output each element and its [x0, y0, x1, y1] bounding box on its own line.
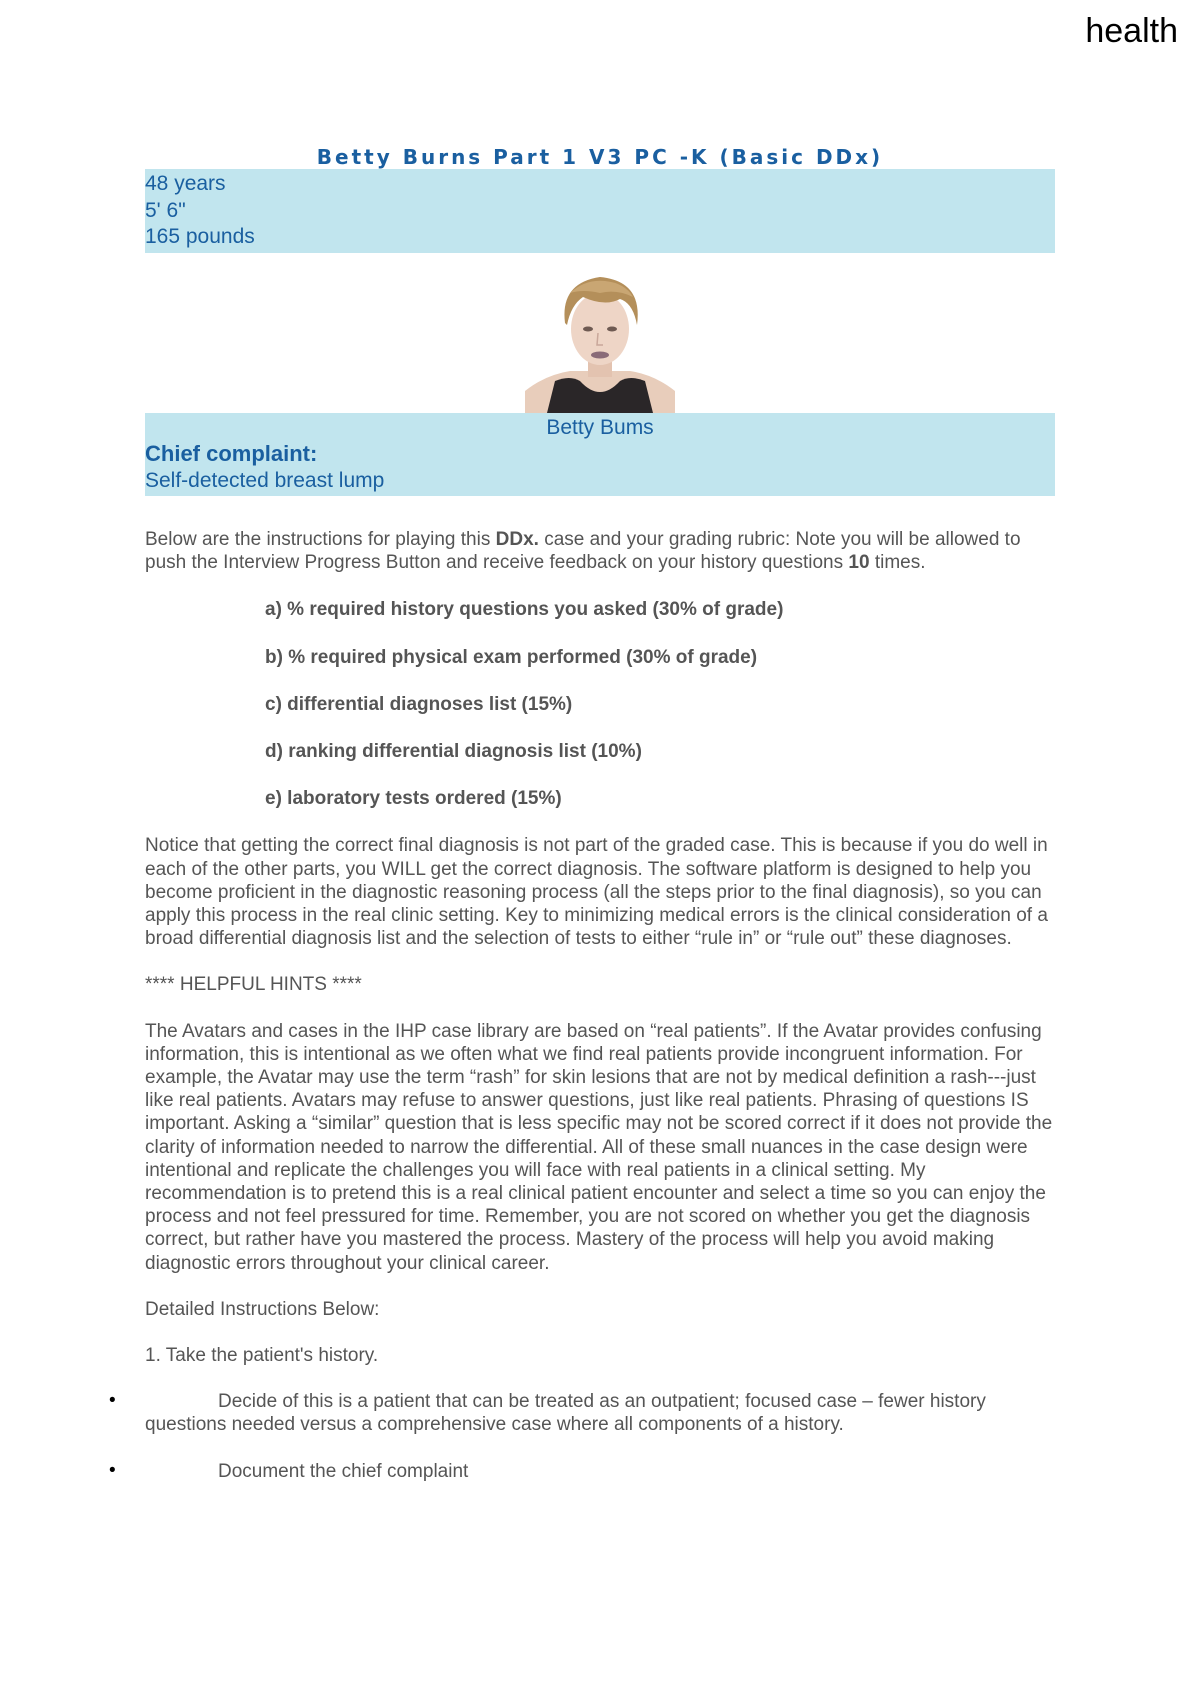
list-item [109, 1459, 1055, 1483]
intro-count-bold: 10 [848, 552, 870, 574]
bullet-icon: • [109, 1390, 116, 1412]
patient-weight: 165 pounds [145, 225, 255, 248]
detailed-instructions-heading: Detailed Instructions Below: [145, 1298, 380, 1320]
list-item [109, 1390, 1055, 1436]
patient-name: Betty Bums [546, 415, 654, 439]
hints-heading: **** HELPFUL HINTS **** [145, 974, 362, 996]
notice-paragraph: Notice that getting the correct final diagnosis is not part of the graded case. This is because if you do well in each of the other parts, you WILL get the correct diagnosis. The software platform is designed to help you become proficient in the diagnostic reasoning process (all the steps prior to the final diagnosis), so you can apply this process in the real clinic setting. Key to minimizing medical errors is the clinical consideration of a broad differential diagnosis list and the selection of tests to either “rule in” or “rule out” these diagnoses. [145, 835, 1048, 950]
bullet-icon: • [109, 1459, 116, 1481]
rubric-item: d) ranking differential diagnosis list (10%) [265, 741, 642, 763]
hints-paragraph: The Avatars and cases in the IHP case library are based on “real patients”. If the Avatar provides confusing information, this is intentional as we often what we find real patients provide incongruent information. For example, the Avatar may use the term “rash” for skin lesions that are not by medical definition a rash---just like real patients. Avatars may refuse to answer questions, just like real patients. Phrasing of questions IS important. Asking a “similar” question that is less specific may not be scored correct if it does not provide the clarity of information needed to narrow the differential. All of these small nuances in the case design were intentional and replicate the challenges you will face with real patients in a clinical setting. My recommendation is to pretend this is a real clinical patient encounter and select a time so you can enjoy the process and not feel pressured for time. Remember, you are not scored on whether you get the diagnosis correct, but rather have you mastered the process. Mastery of the process will help you avoid making diagnostic errors throughout your clinical career. [145, 1020, 1053, 1274]
intro-text-2: case and your grading rubric: Note you will be allowed to push the Interview Progress Button and receive feedback on your history questions [145, 529, 1021, 574]
case-title: Betty Burns Part 1 V3 PC -K (Basic DDx) [316, 145, 884, 169]
chief-complaint-value: Self-detected breast lump [145, 468, 385, 492]
avatar-container [145, 253, 1055, 413]
patient-age: 48 years [145, 172, 226, 195]
intro-text-3: times. [869, 552, 926, 574]
intro-paragraph [145, 528, 1055, 574]
patient-height: 5' 6" [145, 198, 186, 222]
rubric-item: b) % required physical exam performed (30% of grade) [265, 646, 758, 668]
patient-demographics [145, 169, 1055, 253]
chief-complaint-label: Chief complaint: [145, 441, 318, 466]
rubric-item: c) differential diagnoses list (15%) [265, 693, 573, 715]
intro-ddx-bold: DDx. [495, 529, 539, 550]
corner-tag: health [1085, 12, 1178, 50]
rubric-item: a) % required history questions you asked (30% of grade) [265, 599, 784, 621]
avatar-portrait-icon [525, 263, 675, 413]
document-page [109, 145, 1055, 1483]
intro-text-1: Below are the instructions for playing this [145, 529, 496, 550]
bullet-text: Decide of this is a patient that can be treated as an outpatient; focused case – fewer history questions needed versus a comprehensive case where all components of a history. [145, 1391, 986, 1436]
grading-rubric [265, 598, 1055, 810]
chief-complaint-band [145, 413, 1055, 497]
rubric-item: e) laboratory tests ordered (15%) [265, 788, 562, 810]
patient-avatar-image [525, 263, 675, 413]
bullet-text: Document the chief complaint [218, 1460, 469, 1482]
step-1: 1. Take the patient's history. [145, 1345, 379, 1367]
